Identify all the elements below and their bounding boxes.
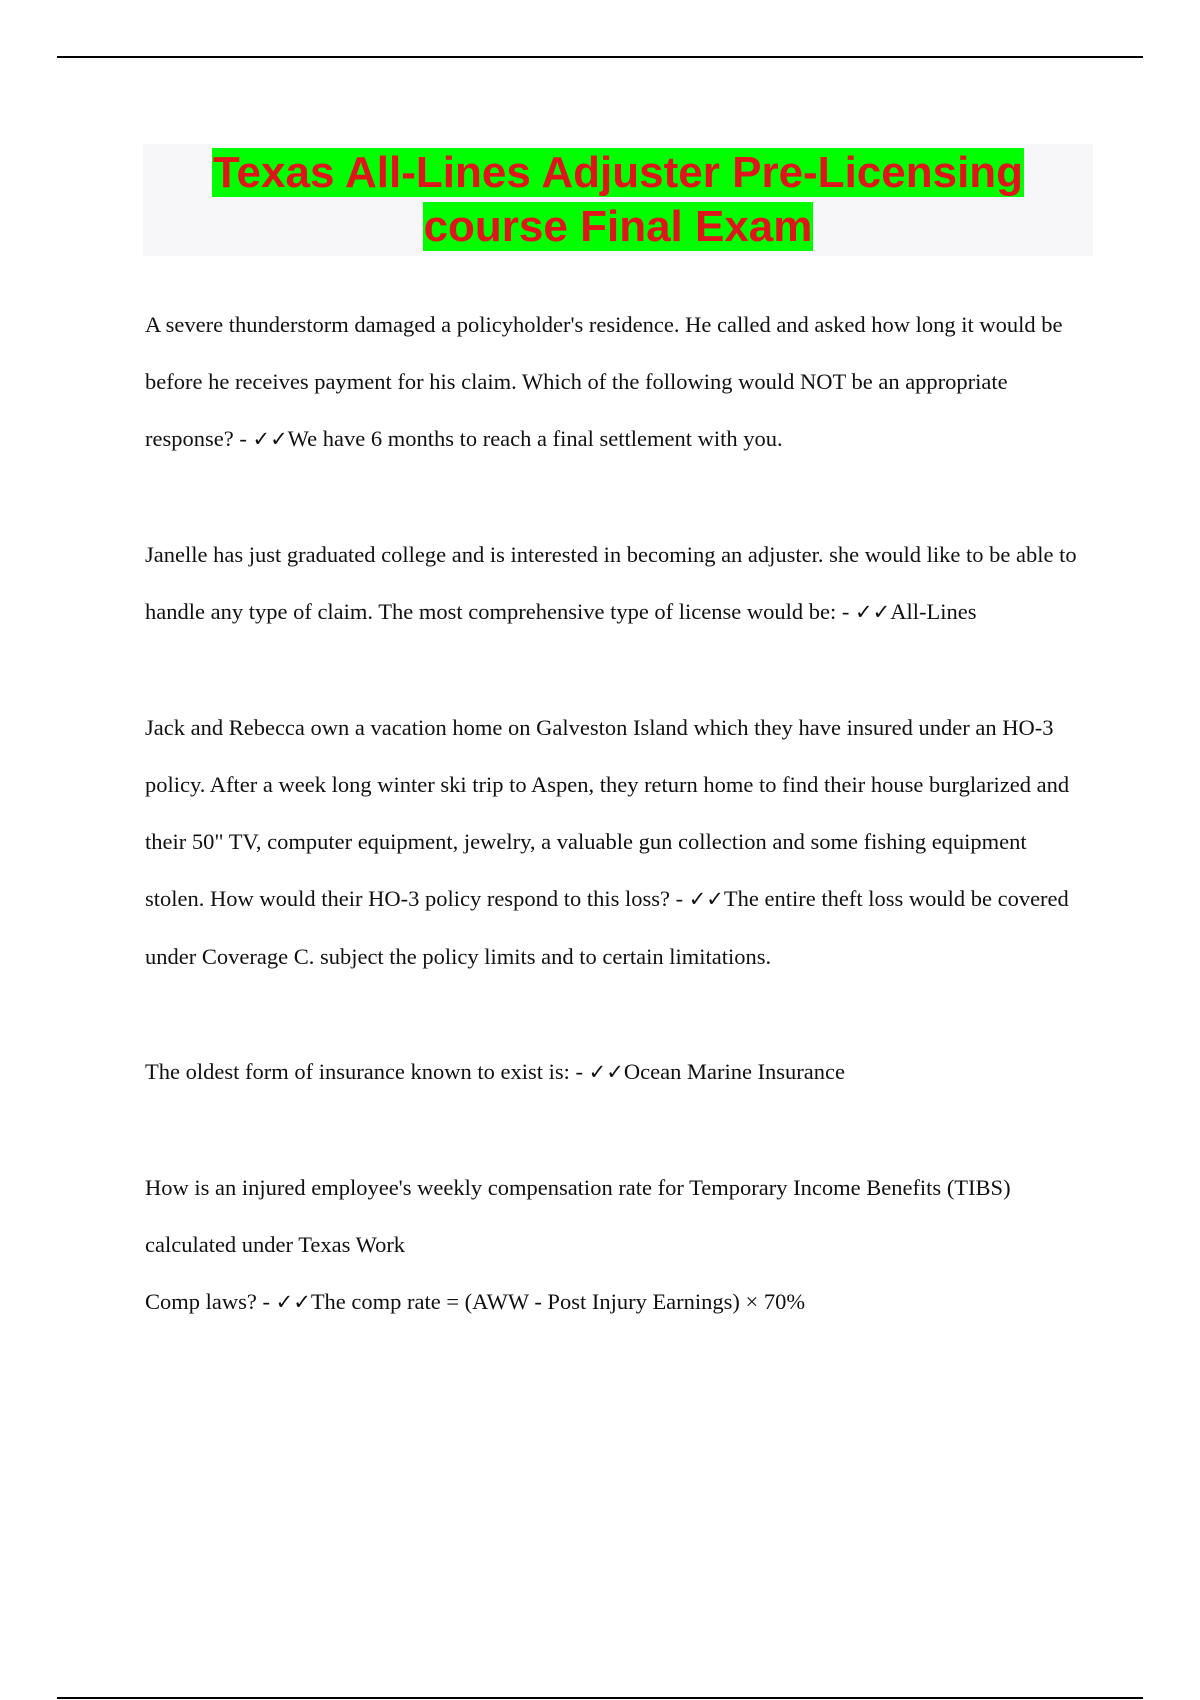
- question-text: Janelle has just graduated college and is interested in becoming an adjuster. she would like to be able to handle any type of claim. The most comprehensive type of license would be: -: [145, 542, 1077, 624]
- question-text: The oldest form of insurance known to exist is: -: [145, 1059, 589, 1084]
- qa-item: [145, 1043, 1085, 1101]
- title-banner: [143, 144, 1093, 256]
- answer-text: The entire theft loss would be covered under Coverage C. subject the policy limits and to certain limitations.: [145, 886, 1069, 969]
- question-text-continued: Comp laws? -: [145, 1289, 276, 1314]
- check-icon: ✓✓: [252, 427, 288, 451]
- qa-list: [145, 296, 1085, 1389]
- qa-item: [145, 699, 1085, 985]
- title-line-1: Texas All-Lines Adjuster Pre-Licensing: [212, 148, 1024, 197]
- check-icon: ✓✓: [688, 887, 724, 911]
- answer-text: Ocean Marine Insurance: [623, 1059, 846, 1084]
- qa-item: [145, 296, 1085, 468]
- question-text: How is an injured employee's weekly compensation rate for Temporary Income Benefits (TIBS) calculated under Texas Work: [145, 1175, 1011, 1257]
- answer-text: The comp rate = (AWW - Post Injury Earnings) × 70%: [310, 1289, 806, 1314]
- top-rule: [57, 56, 1143, 58]
- qa-item: [145, 526, 1085, 641]
- question-text: A severe thunderstorm damaged a policyholder's residence. He called and asked how long it would be before he receives payment for his claim. Which of the following would NOT be an appropriate response? -: [145, 312, 1063, 451]
- title-line-2: course Final Exam: [423, 202, 813, 251]
- answer-text: We have 6 months to reach a final settlement with you.: [287, 426, 783, 451]
- answer-text: All-Lines: [890, 599, 977, 624]
- bottom-rule: [57, 1697, 1143, 1699]
- check-icon: ✓✓: [275, 1290, 311, 1314]
- question-text: Jack and Rebecca own a vacation home on Galveston Island which they have insured under an HO-3 policy. After a week long winter ski trip to Aspen, they return home to find their house burglarized and their 50" TV, computer equipment, jewelry, a valuable gun collection and some fishing equipment stolen. How would their HO-3 policy respond to this loss? -: [145, 715, 1070, 911]
- check-icon: ✓✓: [855, 600, 891, 624]
- check-icon: ✓✓: [588, 1060, 624, 1084]
- qa-item: [145, 1159, 1085, 1331]
- document-title: [143, 144, 1093, 254]
